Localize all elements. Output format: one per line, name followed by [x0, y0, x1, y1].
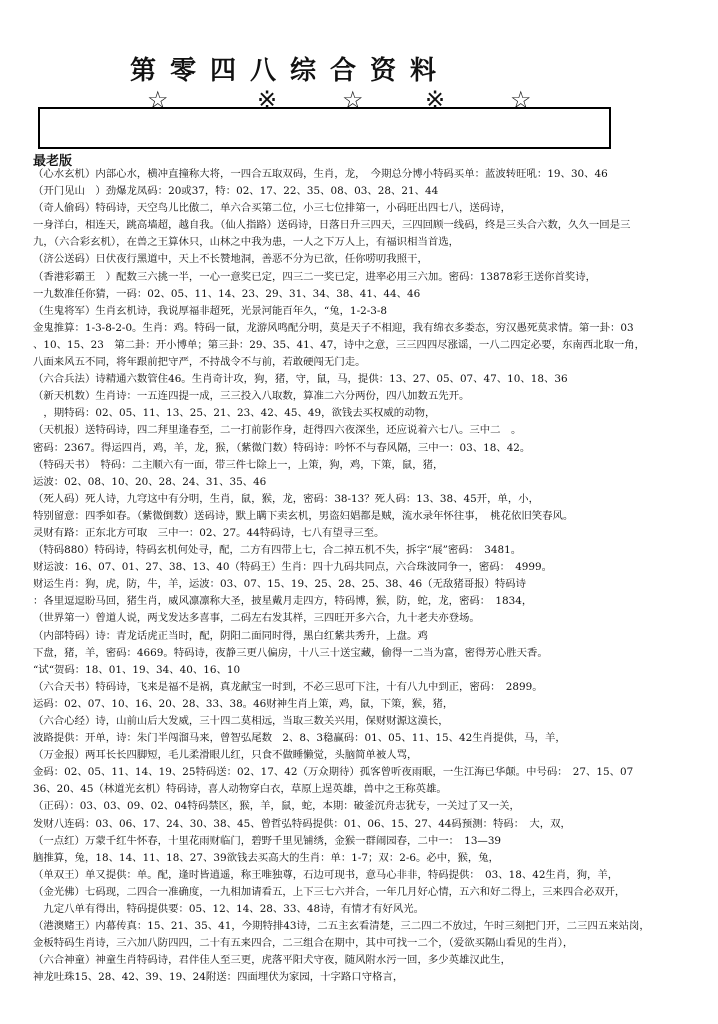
- text-line: 运码：02、07、10、16、20、28、33、38。46财神生肖上策，鸡，鼠，下策，猴，猪，: [33, 697, 454, 710]
- text-line: 九定八单有得出，特码提供要：05、12、14、28、33、48诗，有情才有好风光。: [33, 903, 425, 916]
- text-line: 九，（六合彩玄机），在兽之王算休只，山林之中我为患，一人之下万人上，有福识相当首选，: [33, 236, 460, 249]
- text-line: （单双王）单又提供：单。配，逢时皆逍遥，称王唯独尊，石边可现书，意马心非非，特码提供： 03、18、42生肖，狗，羊，: [33, 868, 619, 881]
- text-line: ，期特码：02、05、11、13、25、21、23、42、45、49，欲钱去买权威的动物，: [33, 407, 436, 420]
- text-line: 神龙吐珠15、28、42、39、19、24附送：四面埋伏为家园，十字路口守格言，: [33, 971, 404, 984]
- text-line: （天机报）送特码诗，四二拜里逢春至，二一打前影作身，赶得四六夜深坐，还应说着六七八。三中二 。: [33, 424, 522, 437]
- text-line: （一点红）万蒙千红牛怀春，十里花雨财临门，碧野千里见铺绣，金猴一群闹园春，二中一： 13—39: [33, 834, 502, 847]
- text-line: 密码：2367。得运四肖，鸡，羊，龙，猴，（紫微门数）特码诗：吟怀不与春风隔，三中一：03、18、42。: [33, 441, 531, 454]
- text-line: （金光佛）七码现，二四合一准确度，一九相加请看五，上下三七六并合，一年几月好心情，五六和好二得上，三来四合必双开，: [33, 885, 626, 898]
- text-line: （万金报）两耳长长四脚短，毛儿柔滑眼儿红，只食不做睡懒觉，头脑简单被人骂，: [33, 749, 418, 762]
- text-line: ：各里逗逗盼马回，猪生肖，威风凛凛称大圣，披星戴月走四方，特码博，猴，防，蛇，龙，密码： 1834，: [33, 595, 533, 608]
- text-line: “试“贺码：18、01、19、34、40、16、10: [33, 663, 241, 676]
- text-line: 下盘，猪，羊，密码：4669。特码诗，夜静三更八偏房，十八三十送宝藏，偷得一二当为富，密得芳心胜天香。: [33, 646, 548, 659]
- text-line: 财运波：16、07、01、27、38、13、40（特码王）生肖：四十九码共同点，六合珠波同争一，密码： 4999。: [33, 561, 553, 574]
- text-line: （香港彩霸王 ）配数三六挑一半，一心一意奖已定，四三二一奖已定，进率必用三六加。密码：13878彩王送你首奖诗，: [33, 270, 596, 283]
- text-line: （生鬼将军）生肖玄机诗，我说厚福非超死，光景河能百年久，“兔，1-2-3-8: [33, 304, 388, 317]
- text-line: 一九数准任你猜，一码：02、05、11、14、23、29、31、34、38、41、44、46: [33, 287, 421, 300]
- text-line: （内部特码）诗：青龙话虎正当时，配，阴阳二面同时得，黑白红紫共秀升，上盘。鸡: [33, 629, 428, 642]
- star-ornament: ☆: [510, 86, 532, 114]
- asterism-ornament: ※: [257, 86, 278, 114]
- text-line: 运波：02、08、10、20、28、24、31、35、46: [33, 475, 267, 488]
- star-ornament: ☆: [342, 86, 364, 114]
- asterism-ornament: ※: [425, 86, 446, 114]
- text-line: 八面来风五不同，将年跟前把守严，不持战令不与前，若敢硬闯无门走。: [33, 356, 366, 369]
- text-line: 一身洋白，相连天，跳高墙超，越自我。（仙人指路）送码诗，日落日升三四天，三四回顾一线码，终是三头合六数，久久一回是三: [33, 219, 631, 232]
- text-line: 金码：02、05、11、14、19、25特码送：02、17、42（万众期待）孤客曾听夜雨眠，一生江海已华颠。中号码： 27、15、07: [33, 766, 634, 779]
- version-label: 最老版: [33, 154, 73, 169]
- text-line: 金鬼推算：1-3-8-2-0。生肖：鸡。特码一鼠，龙游风鸣配分明，莫是天子不相迎，我有绵衣多娄态，穷汉愚死莫求情。第一卦：03: [33, 321, 634, 334]
- text-line: （六合天书）特码诗，飞来是福不是祸，真龙献宝一时到，不必三思可下注，十有八九中到正，密码： 2899。: [33, 680, 543, 693]
- text-line: （死人码）死人诗，九穹这中有分明，生肖，鼠，猴，龙，密码：38-13？死人码：13、38、45开，单，小，: [33, 492, 540, 505]
- text-line: 特别留意：四季如春。（紫微倒数）送码诗，默上瞒下卖玄机，男盗妇娼都是贼，流水录年怀往事， 桃花依旧笑春风。: [33, 509, 574, 522]
- text-line: 、10、15、23 第二卦：开小博单；第三卦：29、35、41、47，诗中之意，三三四四尽涨谣，一八二四定必要，东南西北取一角，: [33, 338, 646, 351]
- text-line: 36、20、45（林道光玄机）特码诗，喜人动物穿白衣，草原上逞英雄，兽中之王称英雄。: [33, 783, 447, 796]
- text-line: 财运生肖：狗，虎，防，牛，羊，运波：03、07、15、19、25、28、25、38、46（无敌猪哥报）特码诗: [33, 578, 527, 591]
- star-ornament: ☆: [147, 86, 169, 114]
- text-line: 脑推算，兔，18、14、11、18、27、39欲钱去买高大的生肖：单：1-7；双：2-6。必中，猴，兔，: [33, 851, 500, 864]
- text-line: （六合兵法）诗精通六数管住46。生肖奇计攻，狗，猪，守，鼠，马，提供：13、27、05、07、47、10、18、36: [33, 373, 568, 386]
- text-line: （特码880）特码诗，特码玄机何处寻，配，二方有四带上七，合二掉五机不失，拆字“展”密码： 3481。: [33, 544, 522, 557]
- text-line: 波路提供：开单，诗：朱门半闯溜马来，曾智弘尾数 2、8、3稳赢码：01、05、11、15、42生肖提供，马，羊，: [33, 732, 566, 745]
- text-line: （新天机数）生肖诗：一五连四提一成，三三投入八取数，算准二六分两份，四八加数五先开。: [33, 390, 470, 403]
- text-line: 灵财有路：正东北方可取 三中一：02、27。44特码诗，七八有望寻三至。: [33, 526, 385, 539]
- text-line: （济公送码）日伏夜行黑道中，天上不长赞地洞，善恶不分为已欲，任你唠叨我照干，: [33, 253, 428, 266]
- text-line: （正码）：03、03、09、02、04特码禁区，猴，羊，鼠，蛇，本期：破釜沉舟志犹专，一关过了又一关，: [33, 800, 520, 813]
- text-line: （开门见山 ）劲爆龙凤码：20或37，特：02、17、22、35、08、03、28、21、44: [33, 185, 439, 198]
- text-line: 发财八连码：03、06、17、24、30、38、45、曾哲弘特码提供：01、06、15、27、44码预测：特码： 大，双，: [33, 817, 571, 830]
- text-line: （世界第一）曾道人说，两戈发达多喜事，二码左右发其样，三四旺开多六合，九十老夫亦登场。: [33, 612, 480, 625]
- page-title: 第零四八综合资料: [130, 56, 451, 86]
- text-line: （港澳赌王）内幕传真：15、21、35、41，今期特排43诗，二五主玄看清楚，三二四二不放过，午时三刻把门开，二三四五来站岗，: [33, 920, 650, 933]
- text-line: （六合神童）神童生肖特码诗，君伴佳人至三更，虎落平阳犬守夜，随风附水污一回，多少英雄汉此生，: [33, 954, 511, 967]
- text-line: （奇人偷码）特码诗，天空鸟儿比傲二，单六合买第二位，小三七位排第一，小码旺出四七八，送码诗，: [33, 202, 511, 215]
- text-line: 金板特码生肖诗，三六加八防四四，二十有五来四合，二三组合在期中，其中可找一二个，（爱欲买隔山看见的生肖），: [33, 937, 574, 950]
- document-body: [33, 166, 717, 1022]
- text-line: （心水玄机）内部心水，横冲直撞称大将，一四合五取双码，生肖，龙， 今期总分博小特码买单：蓝波转旺吼：19、30、46: [33, 168, 608, 180]
- text-line: （六合心经）诗，山前山后大发威，三十四二莫相远，当取三数关兴用，保财财源这漠长，: [33, 715, 449, 727]
- blank-banner-box: [38, 107, 611, 149]
- text-line: （特码天书） 特码：二主顺六有一面，带三件七除上一，上策，狗，鸡，下策，鼠，猪，: [33, 458, 444, 471]
